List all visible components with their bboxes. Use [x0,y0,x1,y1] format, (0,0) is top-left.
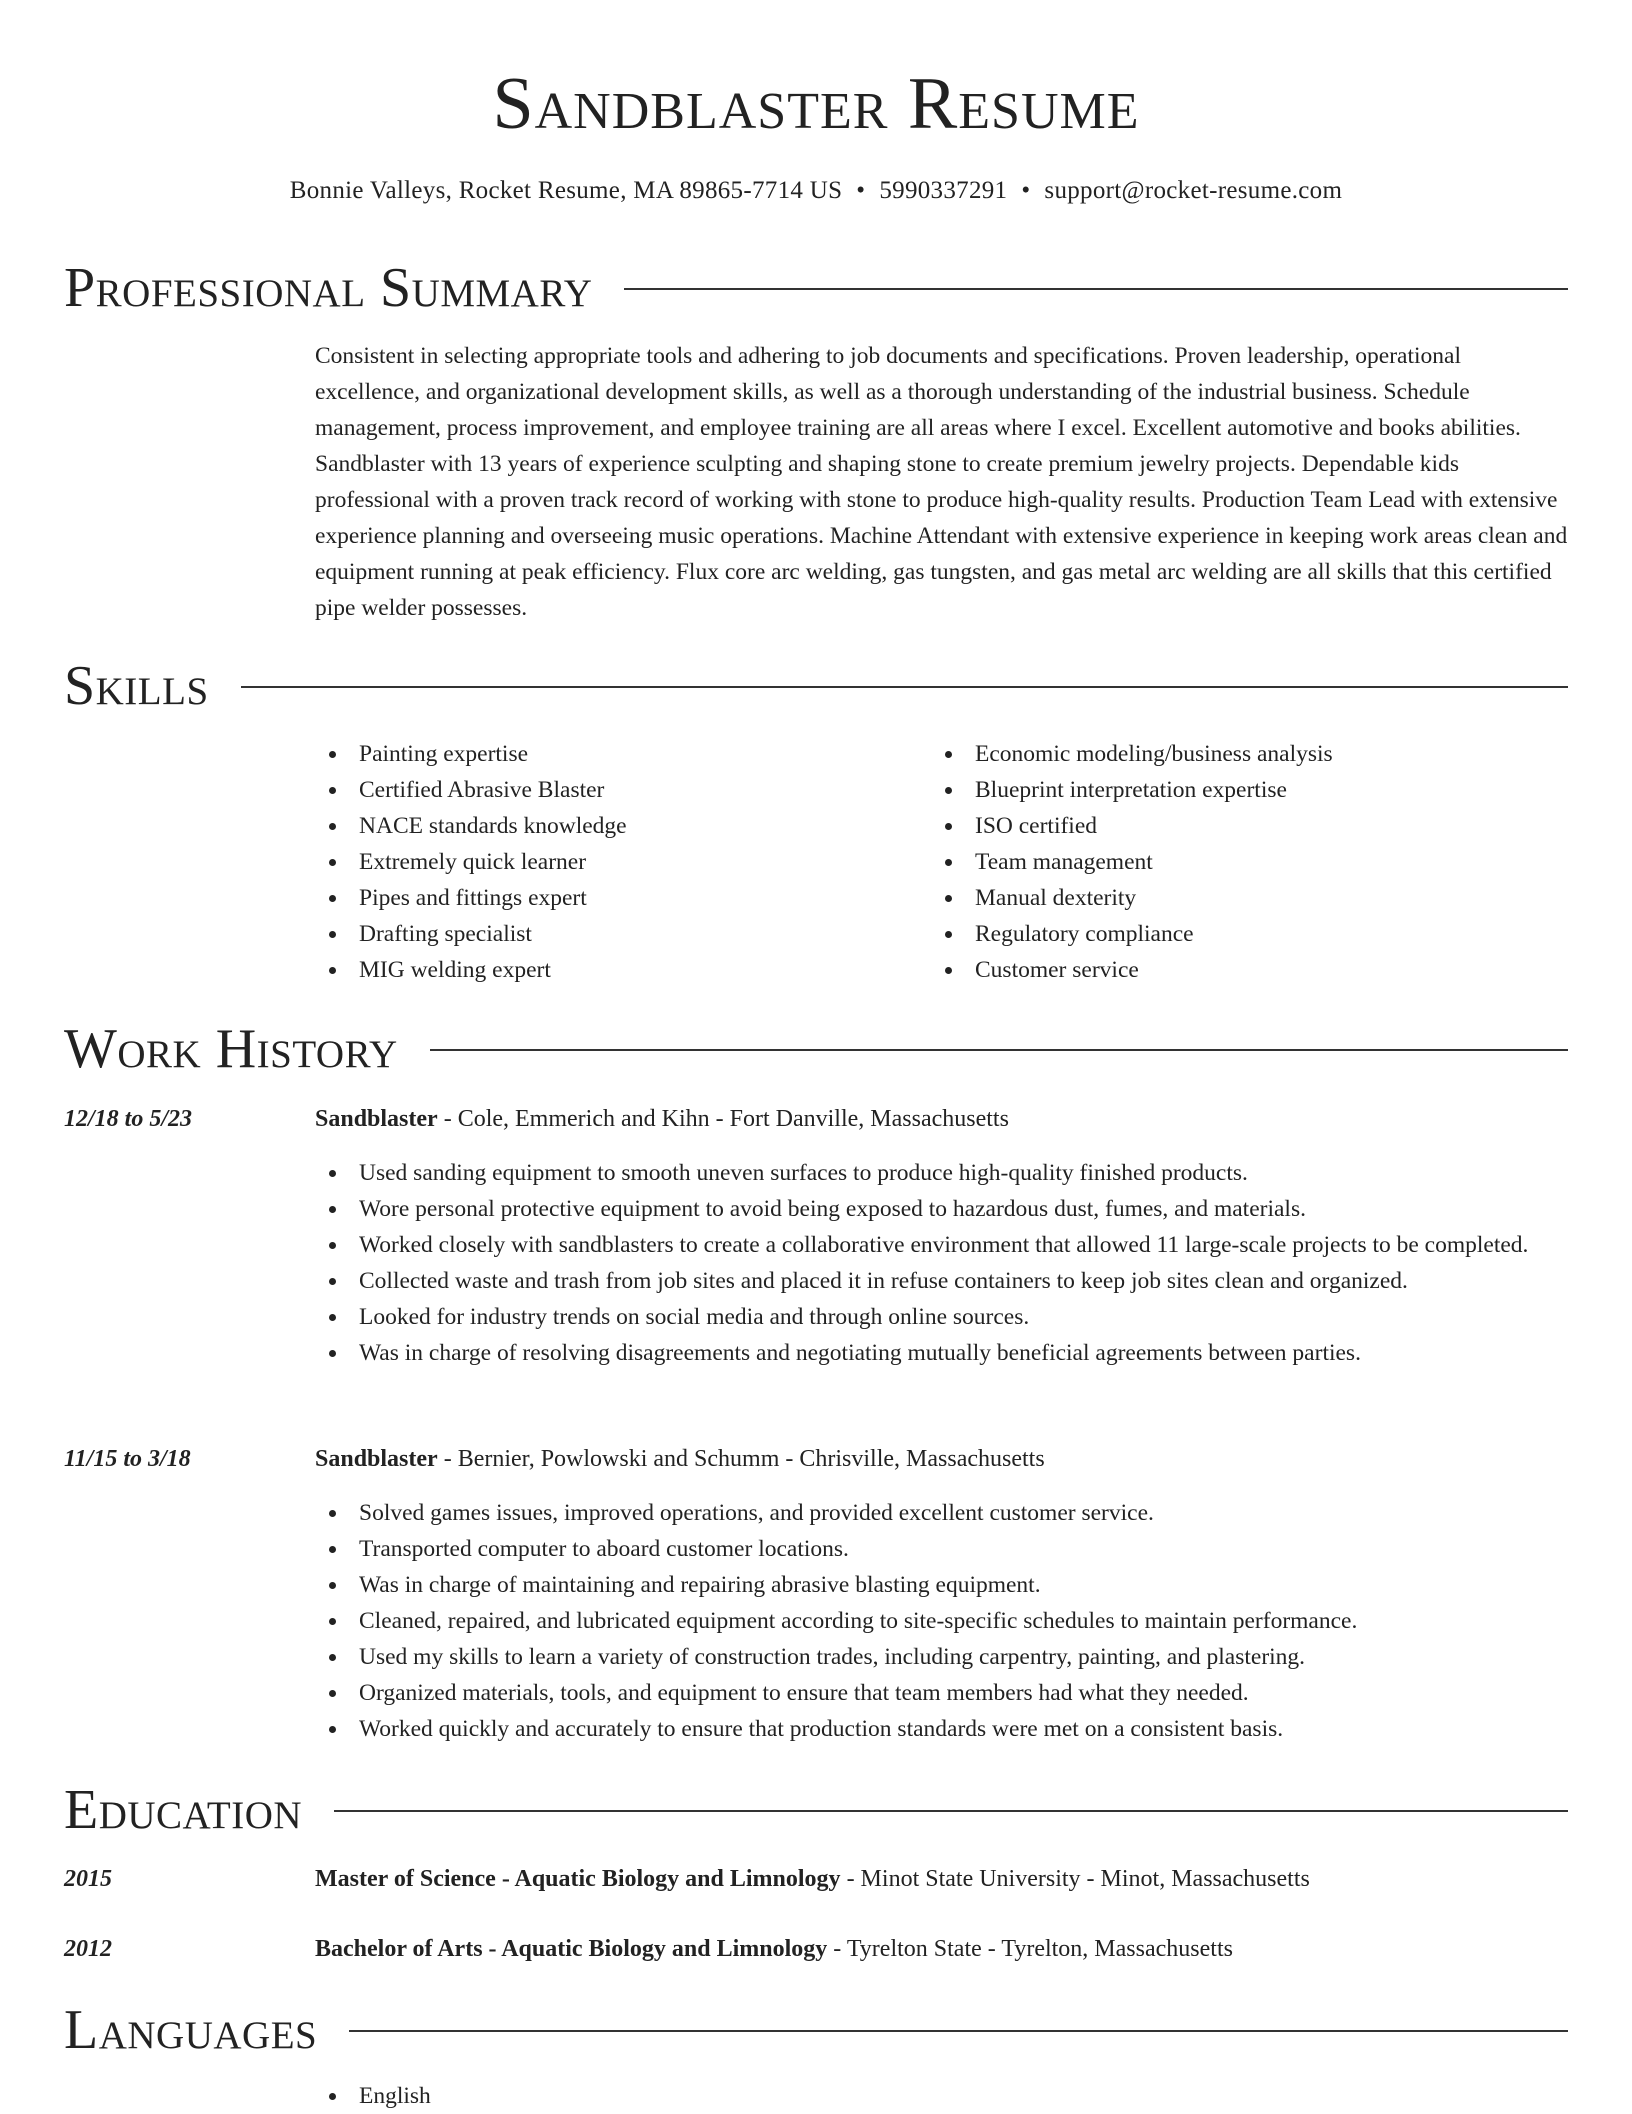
duty-item: Worked closely with sandblasters to create a collaborative environment that allowed 11 large-scale projects to be completed. [315,1227,1568,1263]
skill-item: NACE standards knowledge [315,808,915,844]
resume-title: Sandblaster Resume [492,63,1140,145]
skills-column-left [315,736,915,988]
skill-item: Painting expertise [315,736,915,772]
skill-item: Extremely quick learner [315,844,915,880]
job-date: 11/15 to 3/18 [64,1446,191,1472]
section-divider [241,686,1568,688]
education-entry [315,1931,1568,1967]
section-title-summary: Professional Summary [64,257,593,319]
duty-item: Wore personal protective equipment to avoid being exposed to hazardous dust, fumes, and materials. [315,1191,1568,1227]
section-divider [430,1049,1568,1051]
duty-item: Used sanding equipment to smooth uneven surfaces to produce high-quality finished products. [315,1155,1568,1191]
language-item: English [315,2078,1568,2114]
contact-email[interactable]: support@rocket-resume.com [1044,177,1343,204]
job-role: Sandblaster [315,1106,438,1132]
section-header-summary [64,253,1568,323]
section-header-education [64,1775,1568,1845]
duty-item: Was in charge of maintaining and repairing abrasive blasting equipment. [315,1567,1568,1603]
summary-text: Consistent in selecting appropriate tools and adhering to job documents and specifications. Proven leadership, operational excellence, and organizational development skills, as well as a thorough understanding of the industrial business. Schedule management, process improvement, and employee training are all areas where I excel. Excellent automotive and books abilities. Sandblaster with 13 years of experience sculpting and shaping stone to create premium jewelry projects. Dependable kids professional with a proven track record of working with stone to produce high-quality results. Production Team Lead with extensive experience planning and overseeing music operations. Machine Attendant with extensive experience in keeping work areas clean and equipment running at peak efficiency. Flux core arc welding, gas tungsten, and gas metal arc welding are all skills that this certified pipe welder possesses. [315,343,1568,621]
languages-list [315,2078,1568,2114]
section-divider [334,1810,1568,1812]
skill-item: Certified Abrasive Blaster [315,772,915,808]
section-divider [349,2030,1568,2032]
duty-item: Looked for industry trends on social media and through online sources. [315,1299,1568,1335]
education-degree: Master of Science - Aquatic Biology and Limnology [315,1866,841,1892]
job-title [315,1101,1568,1137]
job-role: Sandblaster [315,1446,438,1472]
education-year: 2015 [64,1866,112,1892]
duty-item: Cleaned, repaired, and lubricated equipment according to site-specific schedules to maintain performance. [315,1603,1568,1639]
education-entry [315,1861,1568,1897]
job-title [315,1441,1568,1477]
job-employer: - Cole, Emmerich and Kihn - Fort Danville, Massachusetts [437,1106,1009,1132]
section-title-work: Work History [64,1018,398,1080]
skill-item: Blueprint interpretation expertise [931,772,1571,808]
contact-address: Bonnie Valleys, Rocket Resume, MA 89865-7714 US [289,177,843,204]
section-header-work [64,1014,1568,1084]
duty-item: Was in charge of resolving disagreements and negotiating mutually beneficial agreements between parties. [315,1335,1568,1371]
duty-item: Used my skills to learn a variety of construction trades, including carpentry, painting, and plastering. [315,1639,1568,1675]
skill-item: Customer service [931,952,1571,988]
section-header-languages [64,1995,1568,2065]
job-duties [315,1155,1568,1371]
section-title-education: Education [64,1779,303,1841]
section-divider [624,288,1568,290]
skill-item: Drafting specialist [315,916,915,952]
job-date: 12/18 to 5/23 [64,1106,193,1132]
job-employer: - Bernier, Powlowski and Schumm - Chrisville, Massachusetts [437,1446,1045,1472]
duty-item: Transported computer to aboard customer locations. [315,1531,1568,1567]
education-degree: Bachelor of Arts - Aquatic Biology and Limnology [315,1936,828,1962]
contact-separator: • [856,177,866,204]
skill-item: Regulatory compliance [931,916,1571,952]
contact-line [0,174,1632,208]
skill-item: Manual dexterity [931,880,1571,916]
duty-item: Worked quickly and accurately to ensure that production standards were met on a consistent basis. [315,1711,1568,1747]
section-title-skills: Skills [64,655,209,717]
skill-item: Economic modeling/business analysis [931,736,1571,772]
duty-item: Organized materials, tools, and equipment to ensure that team members had what they needed. [315,1675,1568,1711]
education-year: 2012 [64,1936,112,1962]
section-header-skills [64,651,1568,721]
skill-item: MIG welding expert [315,952,915,988]
contact-separator: • [1021,177,1031,204]
education-school: - Tyrelton State - Tyrelton, Massachusetts [827,1936,1233,1962]
skill-item: ISO certified [931,808,1571,844]
education-school: - Minot State University - Minot, Massachusetts [840,1866,1310,1892]
duty-item: Solved games issues, improved operations, and provided excellent customer service. [315,1495,1568,1531]
section-title-languages: Languages [64,1999,318,2061]
duty-item: Collected waste and trash from job sites and placed it in refuse containers to keep job sites clean and organized. [315,1263,1568,1299]
skill-item: Pipes and fittings expert [315,880,915,916]
contact-phone[interactable]: 5990337291 [879,177,1008,204]
job-duties [315,1495,1568,1747]
skill-item: Team management [931,844,1571,880]
skills-column-right [931,736,1571,988]
